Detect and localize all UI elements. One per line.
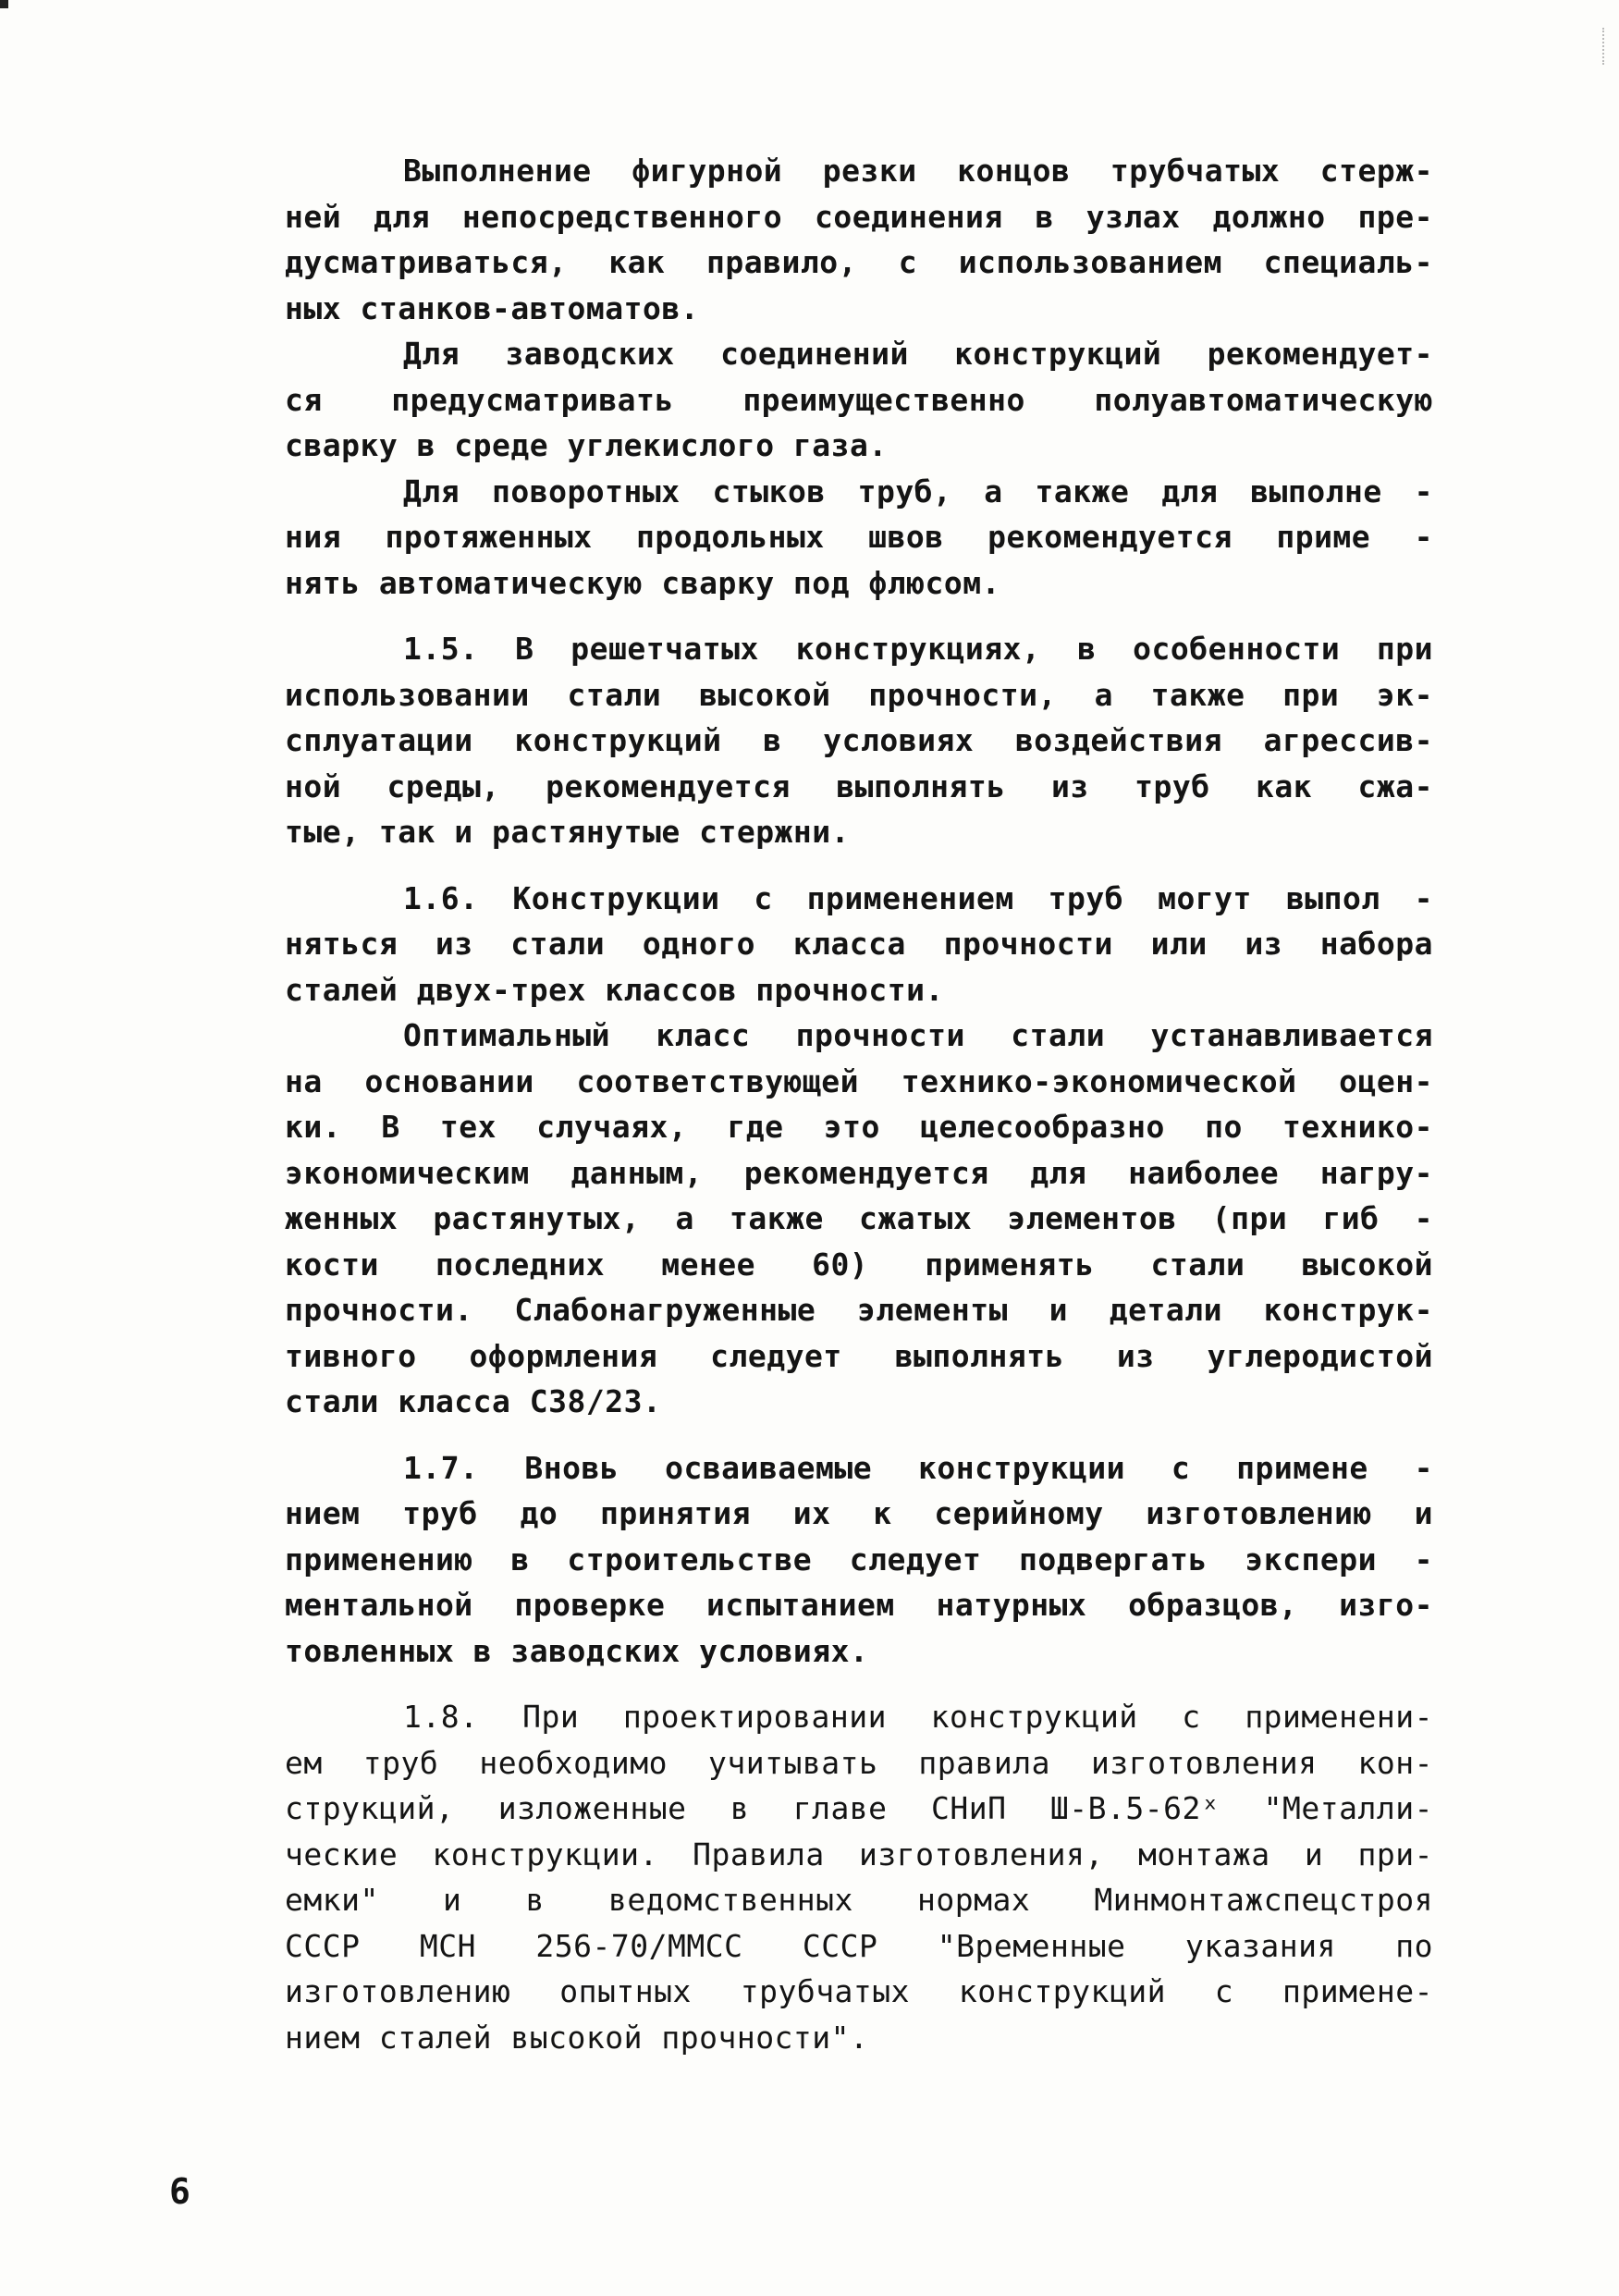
- text-line: няться из стали одного класса прочности или из набора: [285, 926, 1433, 962]
- scan-edge-mark: [1602, 28, 1606, 65]
- text-line: использовании стали высокой прочности, а также при эк-: [285, 676, 1433, 713]
- text-line: сталей двух-трех классов прочности.: [285, 971, 944, 1008]
- text-line: кости последних менее 60) применять стали высокой: [285, 1246, 1433, 1283]
- text-line: нять автоматическую сварку под флюсом.: [285, 564, 1000, 601]
- paragraph-2: [166, 331, 1433, 469]
- text-line: сплуатации конструкций в условиях воздействия агрессив-: [285, 722, 1433, 758]
- text-line: Выполнение фигурной резки концов трубчатых стерж-: [403, 153, 1433, 189]
- text-line: струкций, изложенные в главе СНиП Ш-В.5-62ˣ "Металли-: [285, 1790, 1433, 1826]
- text-line: ем труб необходимо учитывать правила изготовления кон-: [285, 1744, 1433, 1781]
- text-line: на основании соответствующей технико-экономической оцен-: [285, 1062, 1433, 1099]
- text-line: тые, так и растянутые стержни.: [285, 814, 851, 850]
- text-line: дусматриваться, как правило, с использованием специаль-: [285, 244, 1433, 280]
- text-line: изготовлению опытных трубчатых конструкций с примене-: [285, 1973, 1433, 2009]
- text-line: Оптимальный класс прочности стали устанавливается: [403, 1017, 1433, 1053]
- scan-corner-mark: [0, 0, 8, 8]
- text-line: 1.7. Вновь осваиваемые конструкции с примене -: [403, 1449, 1433, 1486]
- section-1-8: [166, 1694, 1433, 2060]
- text-line: 1.8. При проектировании конструкций с применени-: [403, 1699, 1433, 1735]
- paragraph-3: [166, 469, 1433, 607]
- text-line: нием сталей высокой прочности".: [285, 2019, 869, 2056]
- text-line: ней для непосредственного соединения в узлах должно пре-: [285, 198, 1433, 235]
- text-line: ки. В тех случаях, где это целесообразно по технико-: [285, 1109, 1433, 1145]
- text-line: 1.6. Конструкции с применением труб могут выпол -: [403, 879, 1433, 916]
- section-1-5: [166, 626, 1433, 855]
- paragraph-1: [166, 148, 1433, 331]
- text-line: ментальной проверке испытанием натурных образцов, изго-: [285, 1587, 1433, 1623]
- text-line: емки" и в ведомственных нормах Минмонтажспецстроя: [285, 1882, 1433, 1918]
- text-line: ных станков-автоматов.: [285, 289, 700, 326]
- section-1-6: [166, 876, 1433, 1013]
- body-text: [166, 148, 1433, 2060]
- text-line: ной среды, рекомендуется выполнять из труб как сжа-: [285, 767, 1433, 804]
- section-1-7: [166, 1445, 1433, 1675]
- text-line: применению в строительстве следует подвергать экспери -: [285, 1541, 1433, 1578]
- text-line: ся предусматривать преимущественно полуавтоматическую: [285, 381, 1433, 418]
- text-line: СССР МСН 256-70/ММСС СССР "Временные указания по: [285, 1927, 1433, 1964]
- text-line: 1.5. В решетчатых конструкциях, в особенности при: [403, 631, 1433, 667]
- text-line: нием труб до принятия их к серийному изготовлению и: [285, 1495, 1433, 1531]
- text-line: товленных в заводских условиях.: [285, 1632, 869, 1669]
- text-line: женных растянутых, а также сжатых элементов (при гиб -: [285, 1200, 1433, 1236]
- text-line: ческие конструкции. Правила изготовления, монтажа и при-: [285, 1836, 1433, 1872]
- text-line: Для заводских соединений конструкций рекомендует-: [403, 336, 1433, 372]
- text-line: Для поворотных стыков труб, а также для выполне -: [403, 473, 1433, 510]
- text-line: тивного оформления следует выполнять из углеродистой: [285, 1337, 1433, 1374]
- text-line: экономическим данным, рекомендуется для наиболее нагру-: [285, 1154, 1433, 1191]
- paragraph-optimal-class: [166, 1013, 1433, 1425]
- page-number: 6: [169, 2171, 190, 2212]
- text-line: стали класса С38/23.: [285, 1383, 662, 1419]
- text-line: ния протяженных продольных швов рекомендуется приме -: [285, 519, 1433, 555]
- text-line: прочности. Слабонагруженные элементы и детали конструк-: [285, 1292, 1433, 1328]
- text-line: сварку в среде углекислого газа.: [285, 427, 888, 463]
